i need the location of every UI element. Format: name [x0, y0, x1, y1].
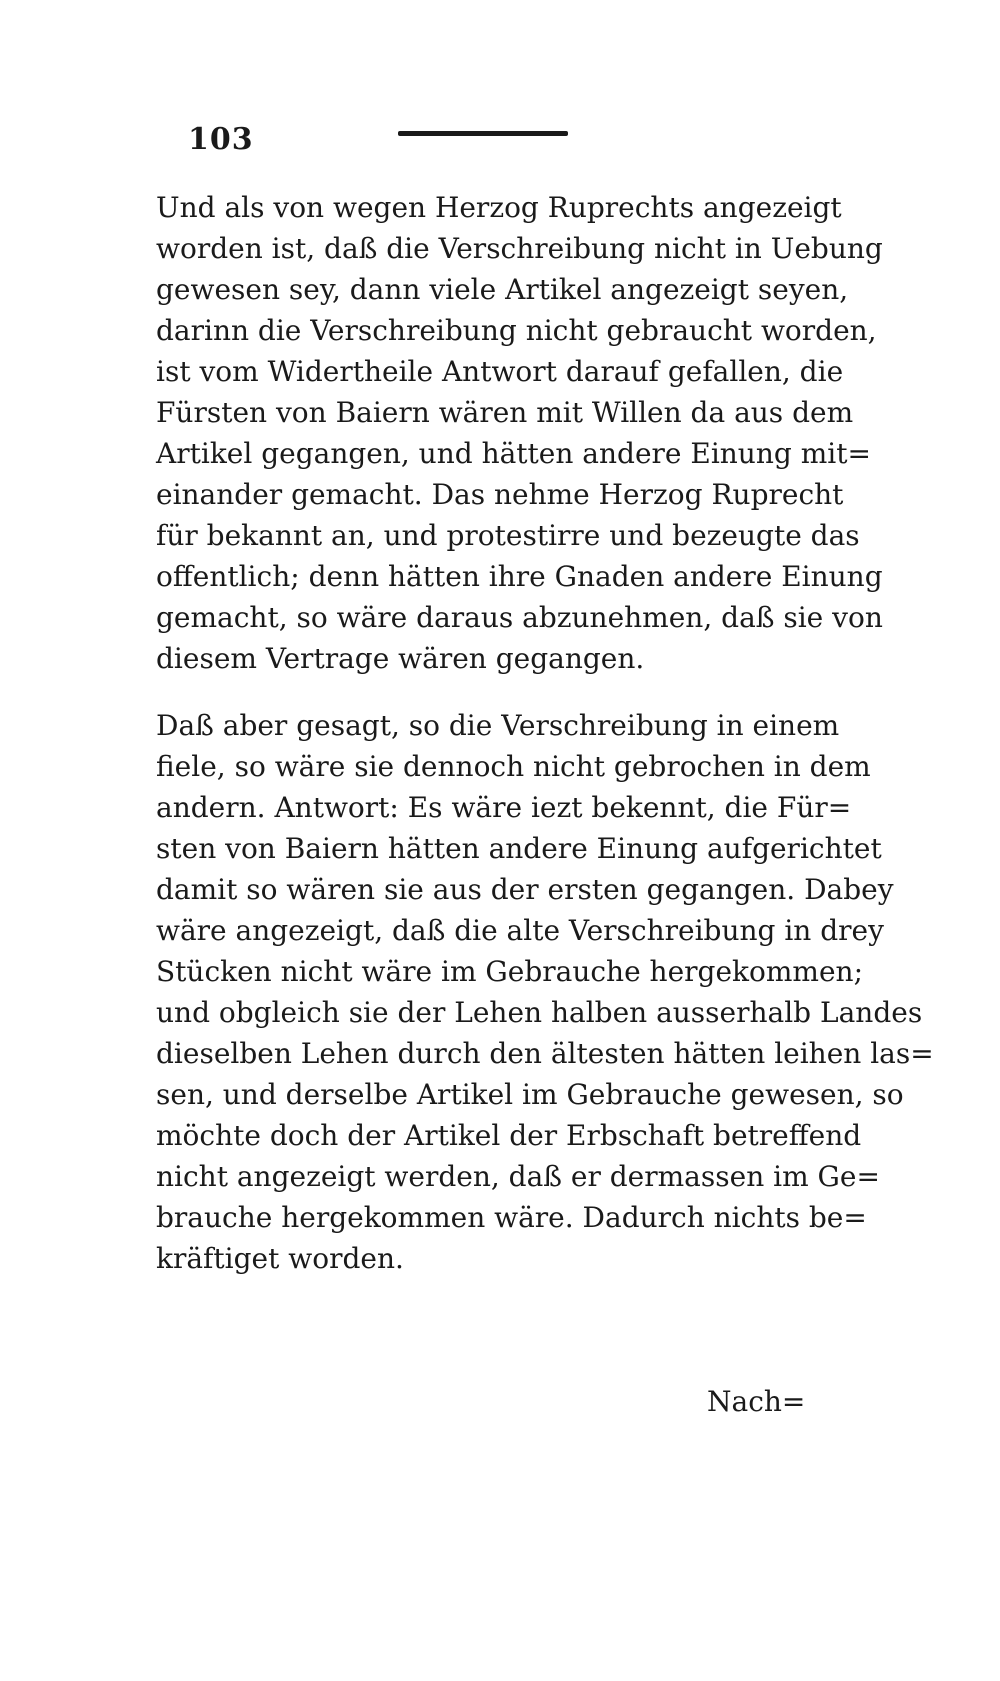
text-line: nicht angezeigt werden, daß er dermassen im Ge=	[156, 1160, 880, 1193]
text-line: sen, und derselbe Artikel im Gebrauche gewesen, so	[156, 1078, 904, 1111]
text-line: gewesen sey, dann viele Artikel angezeigt seyen,	[156, 273, 849, 306]
text-line: damit so wären sie aus der ersten gegangen. Dabey	[156, 873, 894, 906]
text-line: wäre angezeigt, daß die alte Verschreibung in drey	[156, 914, 884, 947]
text-line: andern. Antwort: Es wäre iezt bekennt, die Für=	[156, 791, 852, 824]
text-line: diesem Vertrage wären gegangen.	[156, 642, 645, 675]
text-line: Daß aber gesagt, so die Verschreibung in einem	[156, 709, 840, 742]
text-line: dieselben Lehen durch den ältesten hätten leihen las=	[156, 1037, 934, 1070]
text-line: kräftiget worden.	[156, 1242, 404, 1275]
text-line: gemacht, so wäre daraus abzunehmen, daß sie von	[156, 601, 883, 634]
catchword: Nach=	[707, 1385, 806, 1418]
text-line: für bekannt an, und protestirre und bezeugte das	[156, 519, 860, 552]
text-line: brauche hergekommen wäre. Dadurch nichts be=	[156, 1201, 867, 1234]
text-line: Und als von wegen Herzog Ruprechts angezeigt	[156, 191, 842, 224]
header-rule	[398, 131, 568, 136]
text-line: fiele, so wäre sie dennoch nicht gebrochen in dem	[156, 750, 871, 783]
text-line: und obgleich sie der Lehen halben ausserhalb Landes	[156, 996, 923, 1029]
text-line: ist vom Widertheile Antwort darauf gefallen, die	[156, 355, 844, 388]
text-line: Stücken nicht wäre im Gebrauche hergekommen;	[156, 955, 863, 988]
text-line: Artikel gegangen, und hätten andere Einung mit=	[156, 437, 871, 470]
text-line: möchte doch der Artikel der Erbschaft betreffend	[156, 1119, 862, 1152]
text-line: offentlich; denn hätten ihre Gnaden andere Einung	[156, 560, 883, 593]
text-line: darinn die Verschreibung nicht gebraucht worden,	[156, 314, 877, 347]
text-line: Fürsten von Baiern wären mit Willen da aus dem	[156, 396, 854, 429]
text-line: worden ist, daß die Verschreibung nicht in Uebung	[156, 232, 883, 265]
text-line: sten von Baiern hätten andere Einung aufgerichtet	[156, 832, 882, 865]
text-line: einander gemacht. Das nehme Herzog Ruprecht	[156, 478, 844, 511]
page-number: 103	[188, 122, 254, 157]
